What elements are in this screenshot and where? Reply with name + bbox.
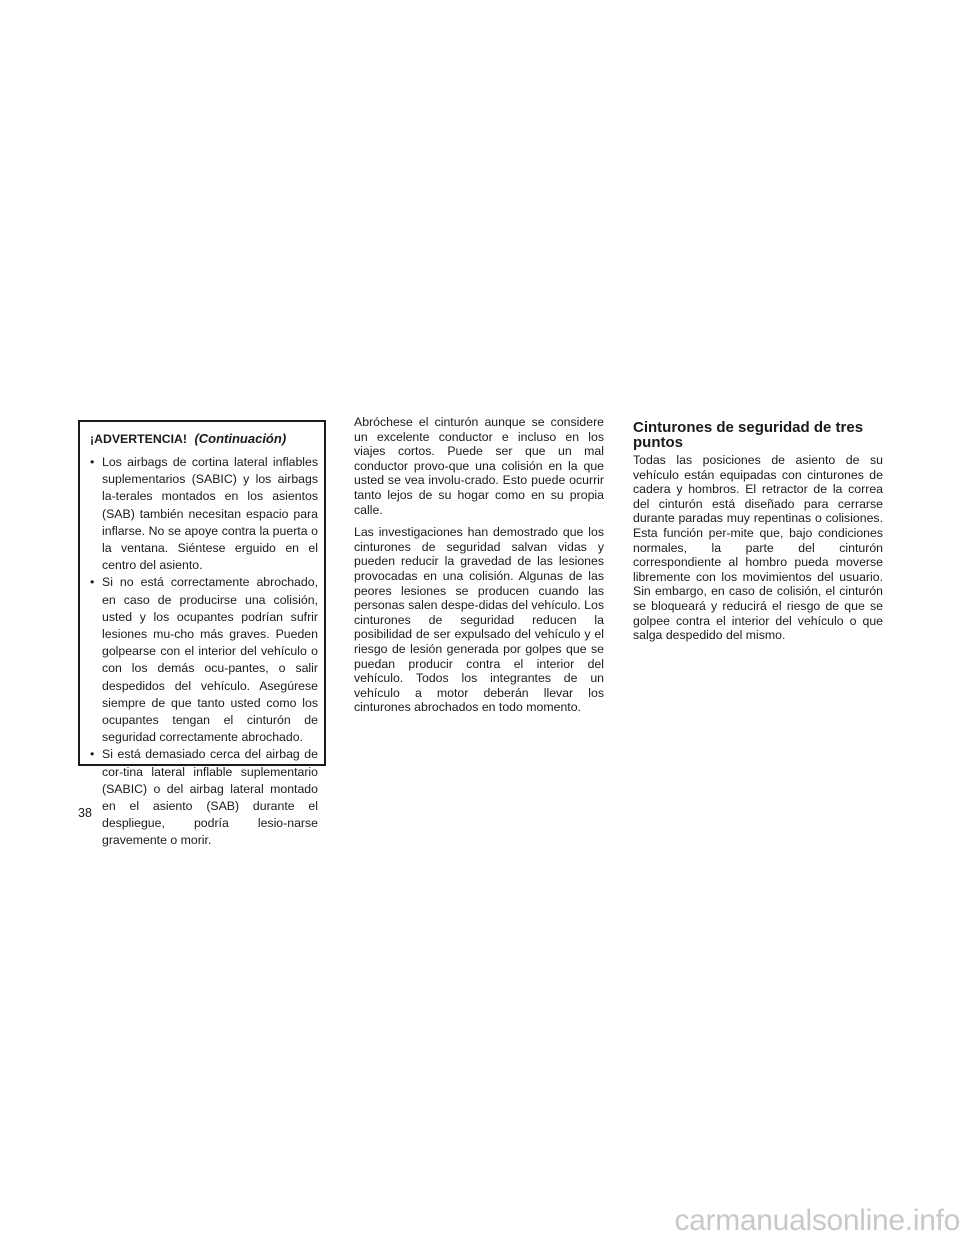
- section-title: Cinturones de seguridad de tres puntos: [633, 419, 864, 451]
- page-number: 38: [78, 806, 92, 820]
- warning-item-text: Los airbags de cortina lateral inflables suplementarios (SABIC) y los airbags la-terales montados en los asientos (SAB) también necesitan espacio para inflarse. No se apoye contra la puerta o la ventana. Siéntese erguido en el centro del asiento.: [102, 455, 318, 573]
- warning-item: [90, 574, 318, 746]
- warning-item: [90, 454, 318, 574]
- watermark: carmanualsonline.info: [674, 1204, 960, 1237]
- right-column: [633, 420, 883, 643]
- warning-continuation: (Continuación): [194, 431, 287, 446]
- middle-column: [354, 415, 604, 723]
- warning-list: [90, 454, 318, 850]
- bullet-icon: •: [90, 455, 95, 469]
- warning-item-text: Si no está correctamente abrochado, en caso de producirse una colisión, usted y los ocupantes podrían sufrir lesiones mu-cho más graves. Pueden golpearse con el interior del vehículo o con los demás ocu-pantes, o salir despedidos del vehículo. Asegúrese siempre de que tanto usted como los ocupantes tengan el cinturón de seguridad correctamente abrochado.: [102, 575, 318, 745]
- warning-item-text: Si está demasiado cerca del airbag de cor-tina lateral inflable suplementario (SABIC) o del airbag lateral montado en el asiento (SAB) durante el despliegue, podría lesio-narse gravemente o morir.: [102, 747, 318, 848]
- warning-item: [90, 746, 318, 849]
- warning-heading: [90, 430, 318, 448]
- bullet-icon: •: [90, 747, 95, 762]
- body-paragraph: Las investigaciones han demostrado que los cinturones de seguridad salvan vidas y pueden reducir la gravedad de las lesiones provocadas en una colisión. Algunas de las peores lesiones se producen cuando las personas salen despe-didas del vehículo. Los cinturones de seguridad reducen la posibilidad de ser expulsado del vehículo y el riesgo de lesión generada por golpes que se puedan producir contra el interior del vehículo. Todos los integrantes de un vehículo a motor deberán llevar los cinturones abrochados en todo momento.: [354, 525, 604, 715]
- warning-label: ¡ADVERTENCIA!: [90, 432, 188, 446]
- body-paragraph: Abróchese el cinturón aunque se considere un excelente conductor e incluso en los viajes cortos. Puede ser que un mal conductor provo-que una colisión en la que usted se vea involu-crado. Esto puede ocurrir tanto lejos de su hogar como en su propia calle.: [354, 415, 604, 517]
- section-body: Todas las posiciones de asiento de su vehículo están equipadas con cinturones de cadera y hombros. El retractor de la correa del cinturón está diseñado para cerrarse durante paradas muy repentinas o colisiones. Esta función per-mite que, bajo condiciones normales, la parte del cinturón correspondiente al hombro pueda moverse libremente con los movimientos del usuario. Sin embargo, en caso de colisión, el cinturón se bloqueará y reducirá el riesgo de que se golpee contra el interior del vehículo o que salga despedido del mismo.: [633, 453, 883, 643]
- bullet-icon: •: [90, 575, 95, 590]
